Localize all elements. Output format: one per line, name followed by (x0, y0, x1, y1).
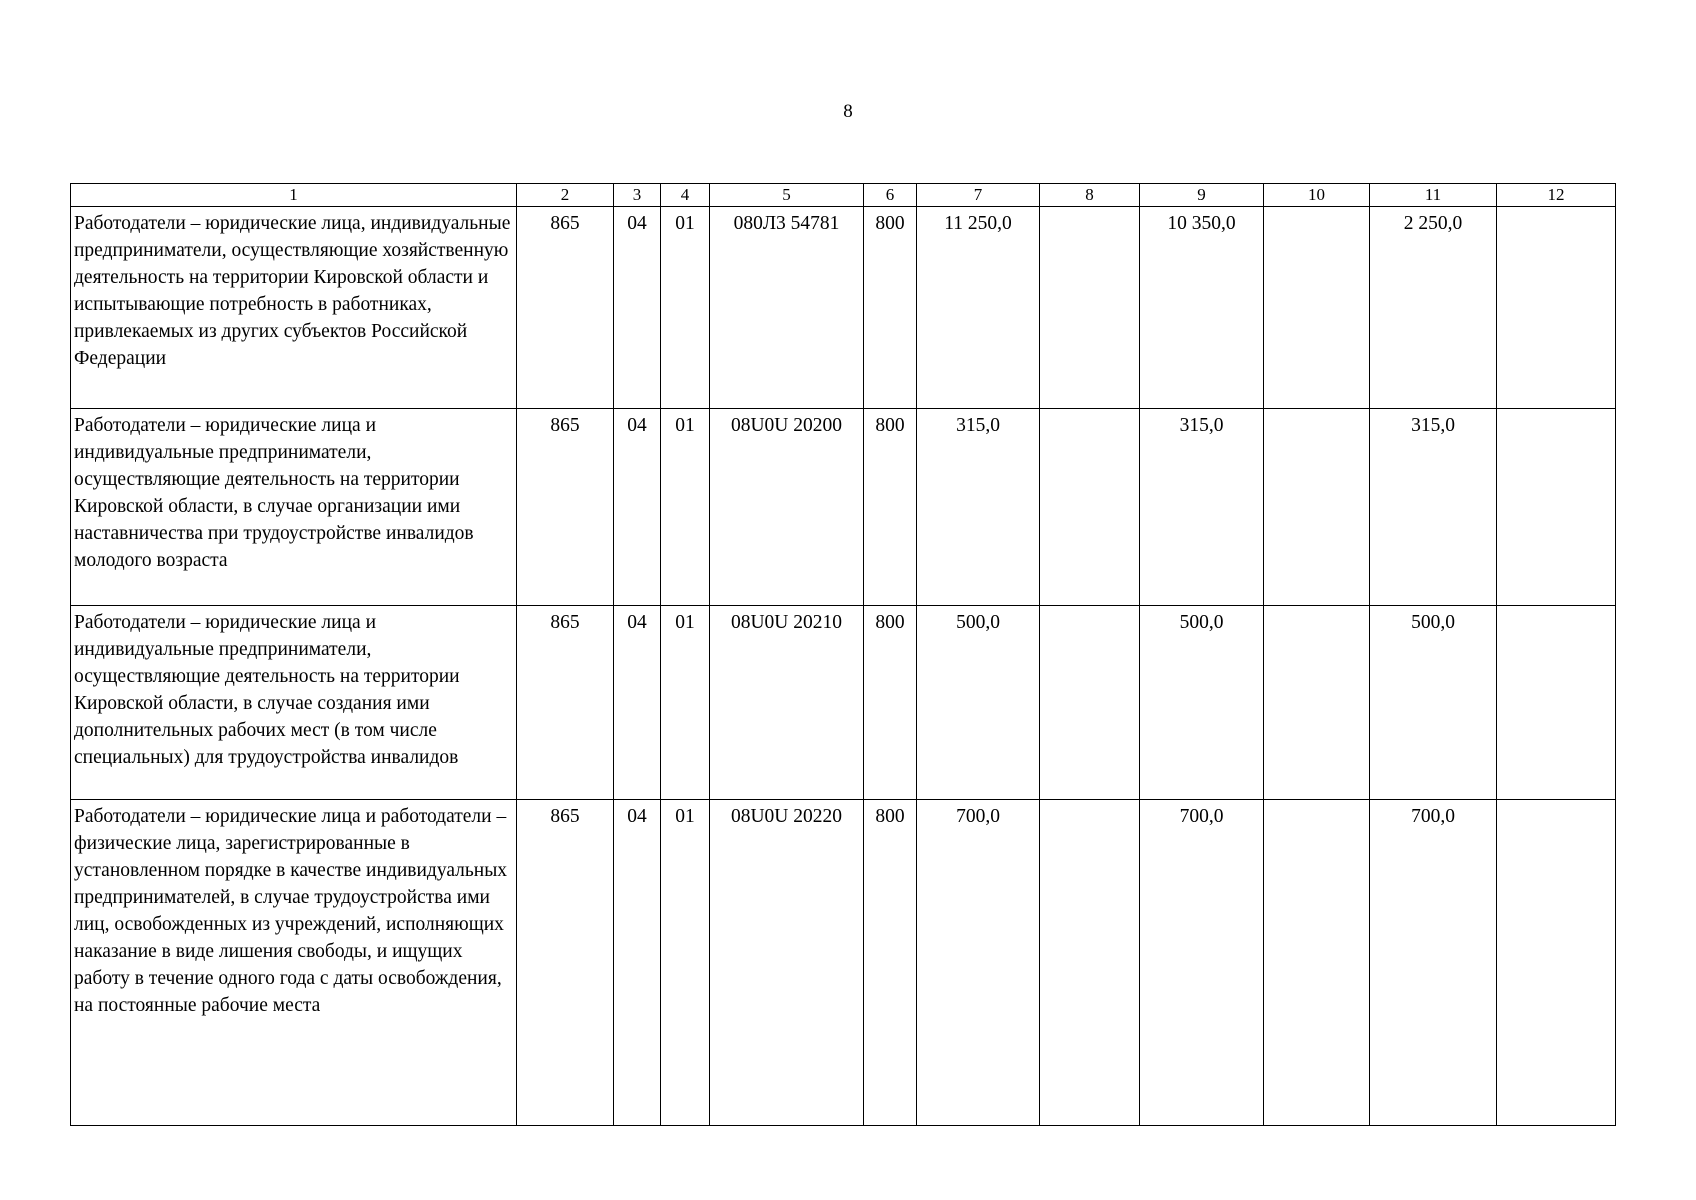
table-row (71, 207, 1616, 409)
header-row (71, 184, 1616, 207)
cell-col-6: 800 (864, 409, 917, 606)
cell-col-6: 800 (864, 606, 917, 800)
cell-col-10 (1264, 409, 1370, 606)
cell-col-5: 08U0U 20200 (710, 409, 864, 606)
cell-col-8 (1040, 606, 1140, 800)
cell-col-6: 800 (864, 800, 917, 1126)
cell-col-2: 865 (517, 800, 614, 1126)
cell-col-4: 01 (661, 606, 710, 800)
cell-col-10 (1264, 606, 1370, 800)
header-col-2: 2 (517, 184, 614, 207)
cell-col-8 (1040, 207, 1140, 409)
cell-col-12 (1497, 207, 1616, 409)
cell-col-3: 04 (614, 207, 661, 409)
cell-col-8 (1040, 800, 1140, 1126)
cell-col-7: 11 250,0 (917, 207, 1040, 409)
row-description: Работодатели – юридические лица, индивидуальные предприниматели, осуществляющие хозяйственную деятельность на территории Кировской области и испытывающие потребность в работниках, привлекаемых из других субъектов Российской Федерации (71, 207, 517, 409)
cell-col-9: 700,0 (1140, 800, 1264, 1126)
header-col-7: 7 (917, 184, 1040, 207)
table-row (71, 409, 1616, 606)
cell-col-7: 700,0 (917, 800, 1040, 1126)
header-col-5: 5 (710, 184, 864, 207)
header-col-3: 3 (614, 184, 661, 207)
cell-col-9: 10 350,0 (1140, 207, 1264, 409)
cell-col-4: 01 (661, 207, 710, 409)
page-number: 8 (843, 101, 853, 122)
cell-col-2: 865 (517, 606, 614, 800)
header-col-4: 4 (661, 184, 710, 207)
cell-col-9: 315,0 (1140, 409, 1264, 606)
cell-col-12 (1497, 800, 1616, 1126)
budget-table (70, 183, 1616, 1126)
header-col-10: 10 (1264, 184, 1370, 207)
cell-col-11: 700,0 (1370, 800, 1497, 1126)
cell-col-2: 865 (517, 409, 614, 606)
row-description: Работодатели – юридические лица и индивидуальные предприниматели, осуществляющие деятельность на территории Кировской области, в случае создания ими дополнительных рабочих мест (в том числе специальных) для трудоустройства инвалидов (71, 606, 517, 800)
cell-col-8 (1040, 409, 1140, 606)
header-col-6: 6 (864, 184, 917, 207)
header-col-11: 11 (1370, 184, 1497, 207)
cell-col-9: 500,0 (1140, 606, 1264, 800)
table-row (71, 800, 1616, 1126)
header-col-8: 8 (1040, 184, 1140, 207)
cell-col-5: 080Л3 54781 (710, 207, 864, 409)
cell-col-10 (1264, 800, 1370, 1126)
cell-col-3: 04 (614, 800, 661, 1126)
row-description: Работодатели – юридические лица и индивидуальные предприниматели, осуществляющие деятельность на территории Кировской области, в случае организации ими наставничества при трудоустройстве инвалидов молодого возраста (71, 409, 517, 606)
cell-col-4: 01 (661, 800, 710, 1126)
cell-col-10 (1264, 207, 1370, 409)
cell-col-11: 500,0 (1370, 606, 1497, 800)
cell-col-5: 08U0U 20220 (710, 800, 864, 1126)
table-row (71, 606, 1616, 800)
cell-col-12 (1497, 409, 1616, 606)
cell-col-11: 2 250,0 (1370, 207, 1497, 409)
cell-col-6: 800 (864, 207, 917, 409)
cell-col-12 (1497, 606, 1616, 800)
cell-col-7: 315,0 (917, 409, 1040, 606)
cell-col-11: 315,0 (1370, 409, 1497, 606)
cell-col-7: 500,0 (917, 606, 1040, 800)
cell-col-4: 01 (661, 409, 710, 606)
cell-col-3: 04 (614, 606, 661, 800)
cell-col-2: 865 (517, 207, 614, 409)
cell-col-5: 08U0U 20210 (710, 606, 864, 800)
header-col-9: 9 (1140, 184, 1264, 207)
cell-col-3: 04 (614, 409, 661, 606)
row-description: Работодатели – юридические лица и работодатели – физические лица, зарегистрированные в установленном порядке в качестве индивидуальных предпринимателей, в случае трудоустройства ими лиц, освобожденных из учреждений, исполняющих наказание в виде лишения свободы, и ищущих работу в течение одного года с даты освобождения, на постоянные рабочие места (71, 800, 517, 1126)
header-col-1: 1 (71, 184, 517, 207)
header-col-12: 12 (1497, 184, 1616, 207)
